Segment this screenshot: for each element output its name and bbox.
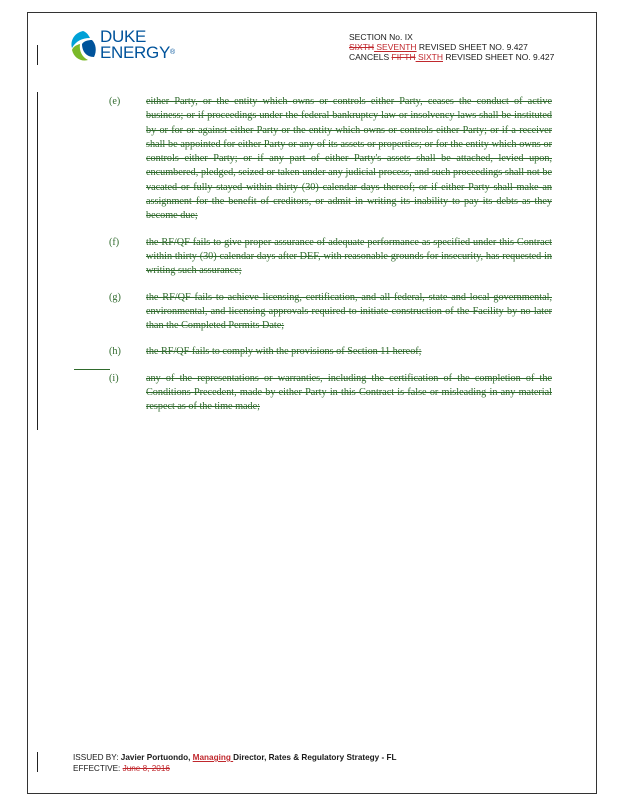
provision-label: (h) — [109, 346, 121, 358]
provision-text: the RF/QF fails to achieve licensing, certification, and all federal, state and local governmental, environmental, and licensing approvals required to initiate construction of the Facility by no later than the Completed Permits Date; — [146, 291, 552, 332]
provision-text: either Party, or the entity which owns or controls either Party, ceases the conduct of active business; or if proceedings under the federal bankruptcy law or insolvency laws shall be instituted by or for or against either Party or the entity which owns or controls either Party; or if a receiver shall be appointed for either Party or any of its assets or properties; or for the entity which owns or controls either Party; or if any part of either Party's assets shall be attached, levied upon, encumbered, pledged, seized or taken under any judicial process, and such proceedings shall not be vacated or fully stayed within thirty (30) calendar days thereof; or if either Party shall make an assignment for the benefit of creditors, or admit in writing its inability to pay its debts as they become due; — [146, 96, 552, 222]
effective-line — [73, 764, 397, 775]
issuer-inserted: Managing — [192, 753, 234, 762]
cancels-sheet-line — [349, 52, 554, 62]
provision-f — [109, 236, 552, 279]
issued-label: ISSUED BY: — [73, 753, 121, 762]
revision-inserted: SEVENTH — [374, 42, 417, 52]
cancels-label: CANCELS — [349, 52, 392, 62]
provision-label: (i) — [109, 372, 119, 384]
issued-by-line — [73, 753, 397, 764]
effective-label: EFFECTIVE: — [73, 763, 123, 773]
change-bar-body — [37, 92, 38, 430]
logo-line1: DUKE — [100, 27, 147, 46]
section-number: SECTION No. IX — [349, 32, 413, 42]
provision-label: (g) — [109, 291, 121, 303]
cancels-inserted: SIXTH — [415, 52, 443, 62]
deletion-leader-line — [74, 369, 110, 370]
provision-i — [109, 372, 552, 415]
change-bar-footer — [37, 752, 38, 772]
sheet-header — [349, 32, 554, 62]
logo-registered: ® — [170, 49, 175, 56]
logo-mark-icon — [68, 29, 98, 63]
effective-date-deleted: June 8, 2016 — [122, 763, 170, 773]
provision-label: (f) — [109, 236, 120, 248]
issuer-name: Javier Portuondo, — [120, 753, 193, 762]
provision-label: (e) — [109, 96, 121, 107]
revised-sheet-text: REVISED SHEET NO. 9.427 — [416, 42, 528, 52]
cancels-deleted: FIFTH — [391, 52, 416, 62]
issuer-title: Director, Rates & Regulatory Strategy - FL — [233, 753, 397, 762]
revision-deleted: SIXTH — [349, 42, 375, 52]
provision-g — [109, 291, 552, 334]
logo-wordmark — [100, 29, 175, 61]
provision-text: any of the representations or warranties, including the certification of the completion of the Conditions Precedent, made by either Party in this Contract is false or misleading in any material respect as of the time made; — [146, 372, 552, 413]
deleted-provisions — [109, 95, 552, 427]
provision-text: the RF/QF fails to give proper assurance of adequate performance as specified under this Contract within thirty (30) calendar days after DEF, with reasonable grounds for insecurity, has requested in writing such assurance; — [146, 236, 552, 277]
sheet-footer — [73, 753, 397, 774]
logo-line2: ENERGY — [100, 43, 170, 62]
cancels-sheet-text: REVISED SHEET NO. 9.427 — [443, 52, 555, 62]
provision-text: the RF/QF fails to comply with the provisions of Section 11 hereof; — [146, 346, 422, 358]
provision-h — [109, 345, 552, 359]
revised-sheet-line — [349, 42, 554, 52]
duke-energy-logo — [68, 29, 178, 69]
change-bar-top — [37, 45, 38, 65]
provision-e — [109, 95, 552, 224]
